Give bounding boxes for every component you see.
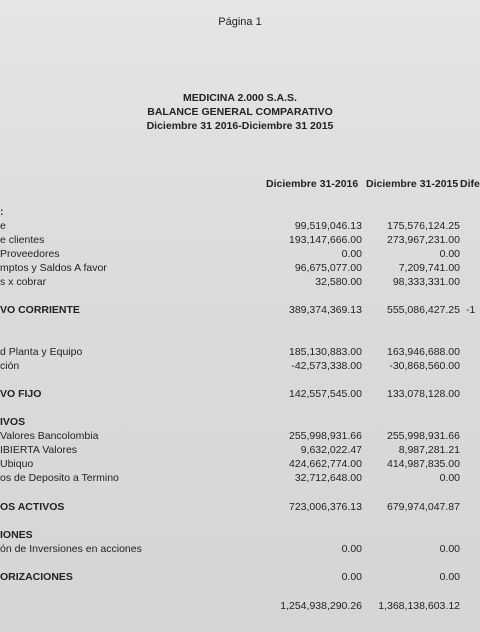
report-period: Diciembre 31 2016-Diciembre 31 2015 (146, 120, 334, 132)
subtotal-difference: -1 (466, 304, 476, 316)
row-label: ción (0, 360, 20, 372)
row-value-2015: 414,987,835.00 (387, 458, 460, 470)
subtotal-value-2015: 555,086,427.25 (387, 304, 460, 316)
column-header-2015: Diciembre 31-2015 (366, 178, 459, 190)
column-header-difference: Dife (460, 178, 480, 190)
subtotal-value-2015: 133,078,128.00 (387, 388, 460, 400)
row-value-2016: 185,130,883.00 (289, 346, 362, 358)
row-label: d Planta y Equipo (0, 346, 83, 358)
cut-section-heading-fragment: : (0, 206, 4, 218)
total-value-2015: 1,368,138,603.12 (378, 600, 460, 612)
subtotal-value-2015: 679,974,047.87 (387, 501, 460, 513)
subtotal-value-2016: 142,557,545.00 (289, 388, 362, 400)
row-label: mptos y Saldos A favor (0, 262, 107, 274)
row-label: os de Deposito a Termino (0, 472, 119, 484)
subtotal-label: ORIZACIONES (0, 571, 73, 583)
subtotal-value-2016: 0.00 (341, 571, 362, 583)
subtotal-label: OS ACTIVOS (0, 501, 65, 513)
row-label: ón de Inversiones en acciones (0, 543, 142, 555)
section-heading: IONES (0, 529, 33, 541)
company-name: MEDICINA 2.000 S.A.S. (183, 92, 297, 104)
column-header-2016: Diciembre 31-2016 (266, 178, 359, 190)
row-value-2016: 32,580.00 (315, 276, 362, 288)
row-value-2016: 255,998,931.66 (289, 430, 362, 442)
row-value-2016: 96,675,077.00 (294, 262, 362, 274)
row-value-2016: 193,147,666.00 (289, 234, 362, 246)
row-label: Proveedores (0, 248, 60, 260)
row-value-2016: 0.00 (341, 248, 362, 260)
section-heading: IVOS (0, 416, 26, 428)
row-value-2016: 424,662,774.00 (289, 458, 362, 470)
row-value-2015: 98,333,331.00 (392, 276, 460, 288)
report-title: BALANCE GENERAL COMPARATIVO (147, 106, 333, 118)
row-value-2015: 273,967,231.00 (387, 234, 460, 246)
row-value-2016: -42,573,338.00 (291, 360, 362, 372)
row-label: IBIERTA Valores (0, 444, 78, 456)
row-value-2015: 8,987,281.21 (398, 444, 460, 456)
subtotal-label: VO FIJO (0, 388, 42, 400)
subtotal-value-2016: 723,006,376.13 (289, 501, 362, 513)
row-value-2015: -30,868,560.00 (389, 360, 460, 372)
subtotal-label: VO CORRIENTE (0, 304, 80, 316)
row-value-2015: 255,998,931.66 (387, 430, 460, 442)
row-value-2016: 9,632,022.47 (300, 444, 362, 456)
row-label: Valores Bancolombia (0, 430, 99, 442)
page-number: Página 1 (218, 16, 262, 28)
row-value-2015: 7,209,741.00 (398, 262, 460, 274)
row-value-2016: 32,712,648.00 (294, 472, 362, 484)
row-value-2015: 0.00 (439, 472, 460, 484)
row-value-2015: 0.00 (439, 543, 460, 555)
row-label: e clientes (0, 234, 45, 246)
total-value-2016: 1,254,938,290.26 (280, 600, 362, 612)
subtotal-value-2016: 389,374,369.13 (289, 304, 362, 316)
row-value-2016: 0.00 (341, 543, 362, 555)
row-value-2016: 99,519,046.13 (294, 220, 362, 232)
row-label: Ubiquo (0, 458, 34, 470)
row-label: e (0, 220, 6, 232)
subtotal-value-2015: 0.00 (439, 571, 460, 583)
row-value-2015: 163,946,688.00 (387, 346, 460, 358)
row-value-2015: 175,576,124.25 (387, 220, 460, 232)
row-label: s x cobrar (0, 276, 47, 288)
row-value-2015: 0.00 (439, 248, 460, 260)
